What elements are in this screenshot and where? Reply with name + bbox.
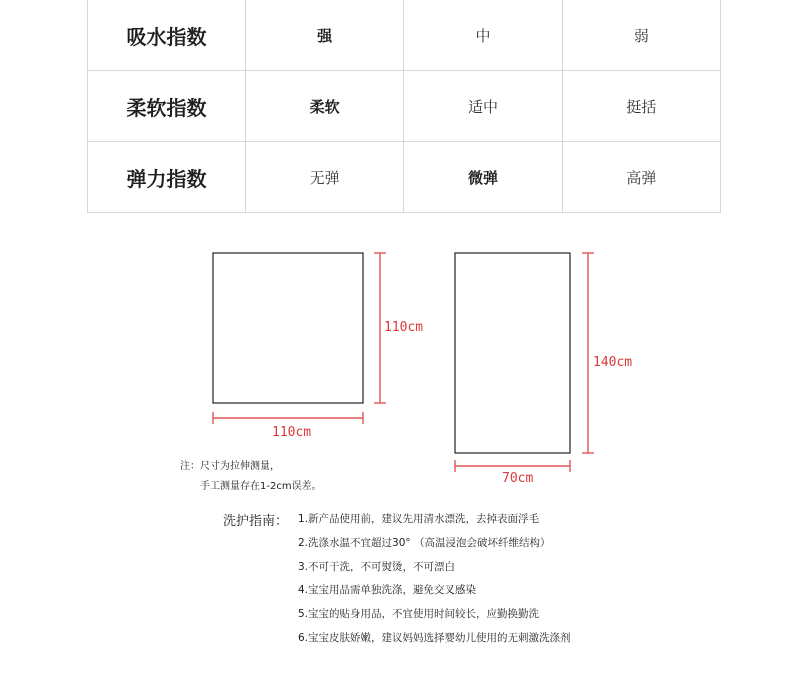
rectangle-towel-outline [455, 253, 570, 453]
property-option: 中 [404, 0, 562, 71]
care-guide-item: 1.新产品使用前，建议先用清水漂洗，去掉表面浮毛 [298, 513, 540, 525]
rectangle-width-label: 70cm [502, 471, 534, 486]
property-label: 弹力指数 [88, 142, 246, 213]
square-height-label: 110cm [384, 320, 424, 335]
property-option: 弱 [562, 0, 720, 71]
property-option-selected: 柔软 [246, 71, 404, 142]
care-guide-item: 6.宝宝皮肤娇嫩，建议妈妈选择婴幼儿使用的无刺激洗涤剂 [298, 631, 571, 644]
measurement-note-line2: 手工测量存在1-2cm误差。 [200, 481, 322, 492]
care-guide-item: 4.宝宝用品需单独洗涤，避免交叉感染 [298, 584, 477, 597]
care-guide-list [298, 510, 571, 653]
square-width-label: 110cm [272, 425, 312, 440]
property-option: 适中 [404, 71, 562, 142]
square-width-dimension [213, 412, 363, 424]
property-option: 高弹 [562, 142, 720, 213]
rectangle-height-label: 140cm [593, 355, 633, 370]
measurement-note-line1: 注：尺寸为拉伸测量， [180, 461, 280, 472]
care-guide-item: 2.洗涤水温不宜超过30° （高温浸泡会破坏纤维结构） [298, 536, 551, 549]
care-guide-item: 3.不可干洗，不可熨烫，不可漂白 [298, 560, 456, 573]
property-option-selected: 微弹 [404, 142, 562, 213]
property-label: 吸水指数 [88, 0, 246, 71]
care-guide-title: 洗护指南： [223, 514, 289, 529]
property-label: 柔软指数 [88, 71, 246, 142]
property-option: 无弹 [246, 142, 404, 213]
square-towel-outline [213, 253, 363, 403]
property-option: 挺括 [562, 71, 720, 142]
rectangle-height-dimension [582, 253, 594, 453]
care-guide-item: 5.宝宝的贴身用品，不宜使用时间较长，应勤换勤洗 [298, 608, 540, 621]
property-option-selected: 强 [246, 0, 404, 71]
